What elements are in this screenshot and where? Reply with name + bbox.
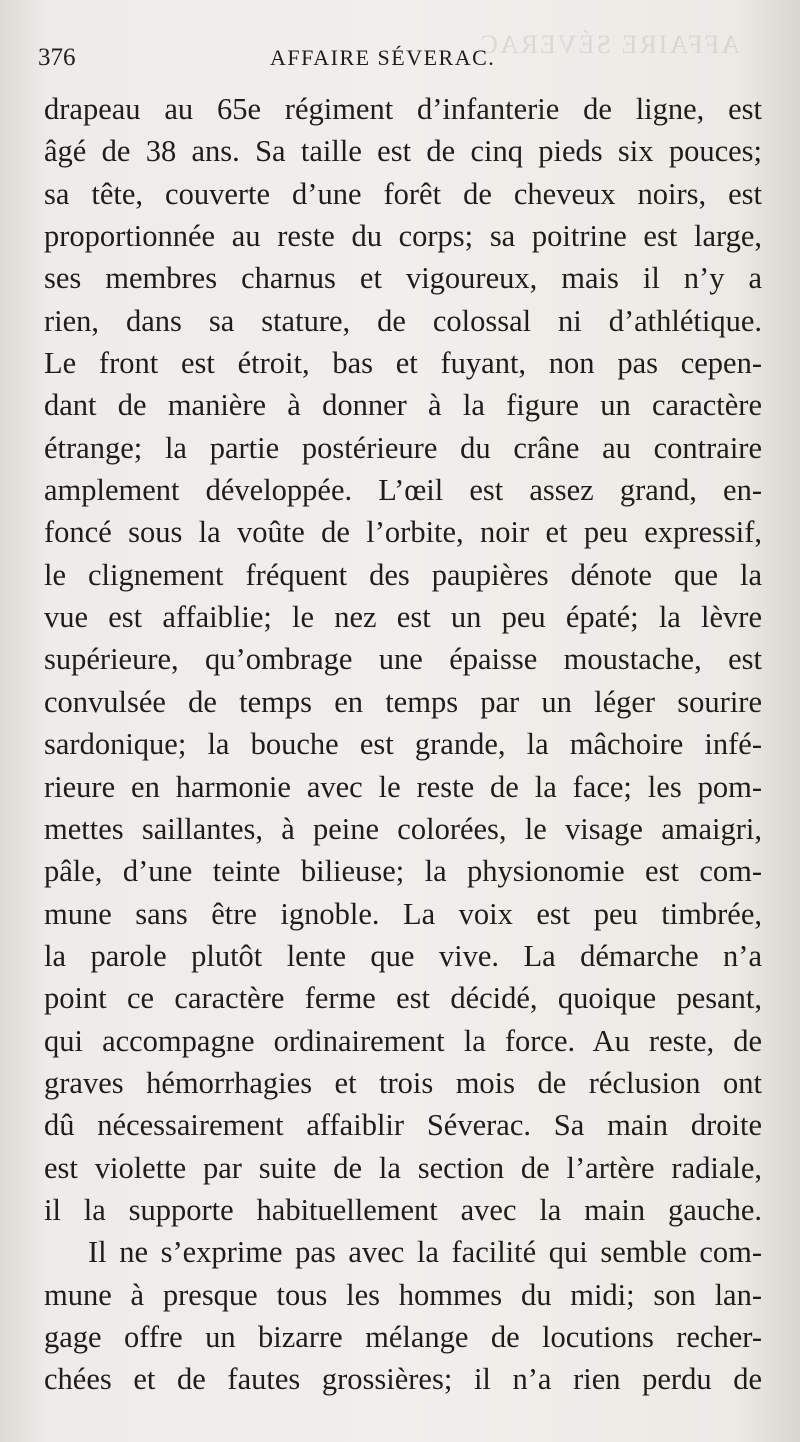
text-line: pâle, d’une teinte bilieuse; la physionomie est com- [44, 854, 762, 889]
text-line: graves hémorrhagies et trois mois de réclusion ont [44, 1065, 762, 1100]
text-line: il la supporte habituellement avec la main gauche. [44, 1192, 762, 1227]
text-line: amplement développée. L’œil est assez grand, en- [44, 473, 762, 508]
page-number: 376 [38, 44, 76, 71]
text-line-paragraph-start: Il ne s’exprime pas avec la facilité qui semble com- [88, 1235, 762, 1270]
text-line: le clignement fréquent des paupières dénote que la [44, 557, 762, 592]
running-title: AFFAIRE SÉVERAC. [270, 45, 496, 70]
text-line: chées et de fautes grossières; il n’a rien perdu de [44, 1362, 762, 1397]
text-line: sa tête, couverte d’une forêt de cheveux noirs, est [44, 176, 762, 211]
text-line: qui accompagne ordinairement la force. Au reste, de [44, 1023, 762, 1058]
text-line: drapeau au 65e régiment d’infanterie de ligne, est [44, 92, 762, 126]
text-line: étrange; la partie postérieure du crâne au contraire [44, 430, 762, 465]
text-line: mettes saillantes, à peine colorées, le visage amaigri, [44, 811, 762, 846]
body-text [44, 88, 764, 1401]
text-line: mune à presque tous les hommes du midi; son lan- [44, 1277, 762, 1312]
text-line: rieure en harmonie avec le reste de la face; les pom- [44, 769, 762, 804]
text-line: est violette par suite de la section de l’artère radiale, [44, 1150, 762, 1185]
show-through-text: AFFAIRE SÉVERAC. [470, 30, 740, 59]
text-line: Le front est étroit, bas et fuyant, non pas cepen- [44, 346, 762, 381]
text-line: mune sans être ignoble. La voix est peu timbrée, [44, 896, 762, 931]
text-line: proportionnée au reste du corps; sa poitrine est large, [44, 219, 762, 254]
text-line: point ce caractère ferme est décidé, quoique pesant, [44, 981, 762, 1016]
text-line: convulsée de temps en temps par un léger sourire [44, 684, 762, 719]
page-header [38, 40, 758, 80]
text-line: dant de manière à donner à la figure un caractère [44, 388, 762, 423]
text-line: la parole plutôt lente que vive. La démarche n’a [44, 938, 762, 973]
text-line: âgé de 38 ans. Sa taille est de cinq pieds six pouces; [44, 134, 762, 169]
text-line: dû nécessairement affaiblir Séverac. Sa main droite [44, 1108, 762, 1143]
text-line: rien, dans sa stature, de colossal ni d’athlétique. [44, 303, 762, 338]
text-line: sardonique; la bouche est grande, la mâchoire infé- [44, 727, 762, 762]
text-line: ses membres charnus et vigoureux, mais il n’y a [44, 261, 762, 296]
text-line: foncé sous la voûte de l’orbite, noir et peu expressif, [44, 515, 762, 550]
text-line: vue est affaiblie; le nez est un peu épaté; la lèvre [44, 600, 762, 635]
text-line: supérieure, qu’ombrage une épaisse moustache, est [44, 642, 762, 677]
text-line: gage offre un bizarre mélange de locutions recher- [44, 1319, 762, 1354]
